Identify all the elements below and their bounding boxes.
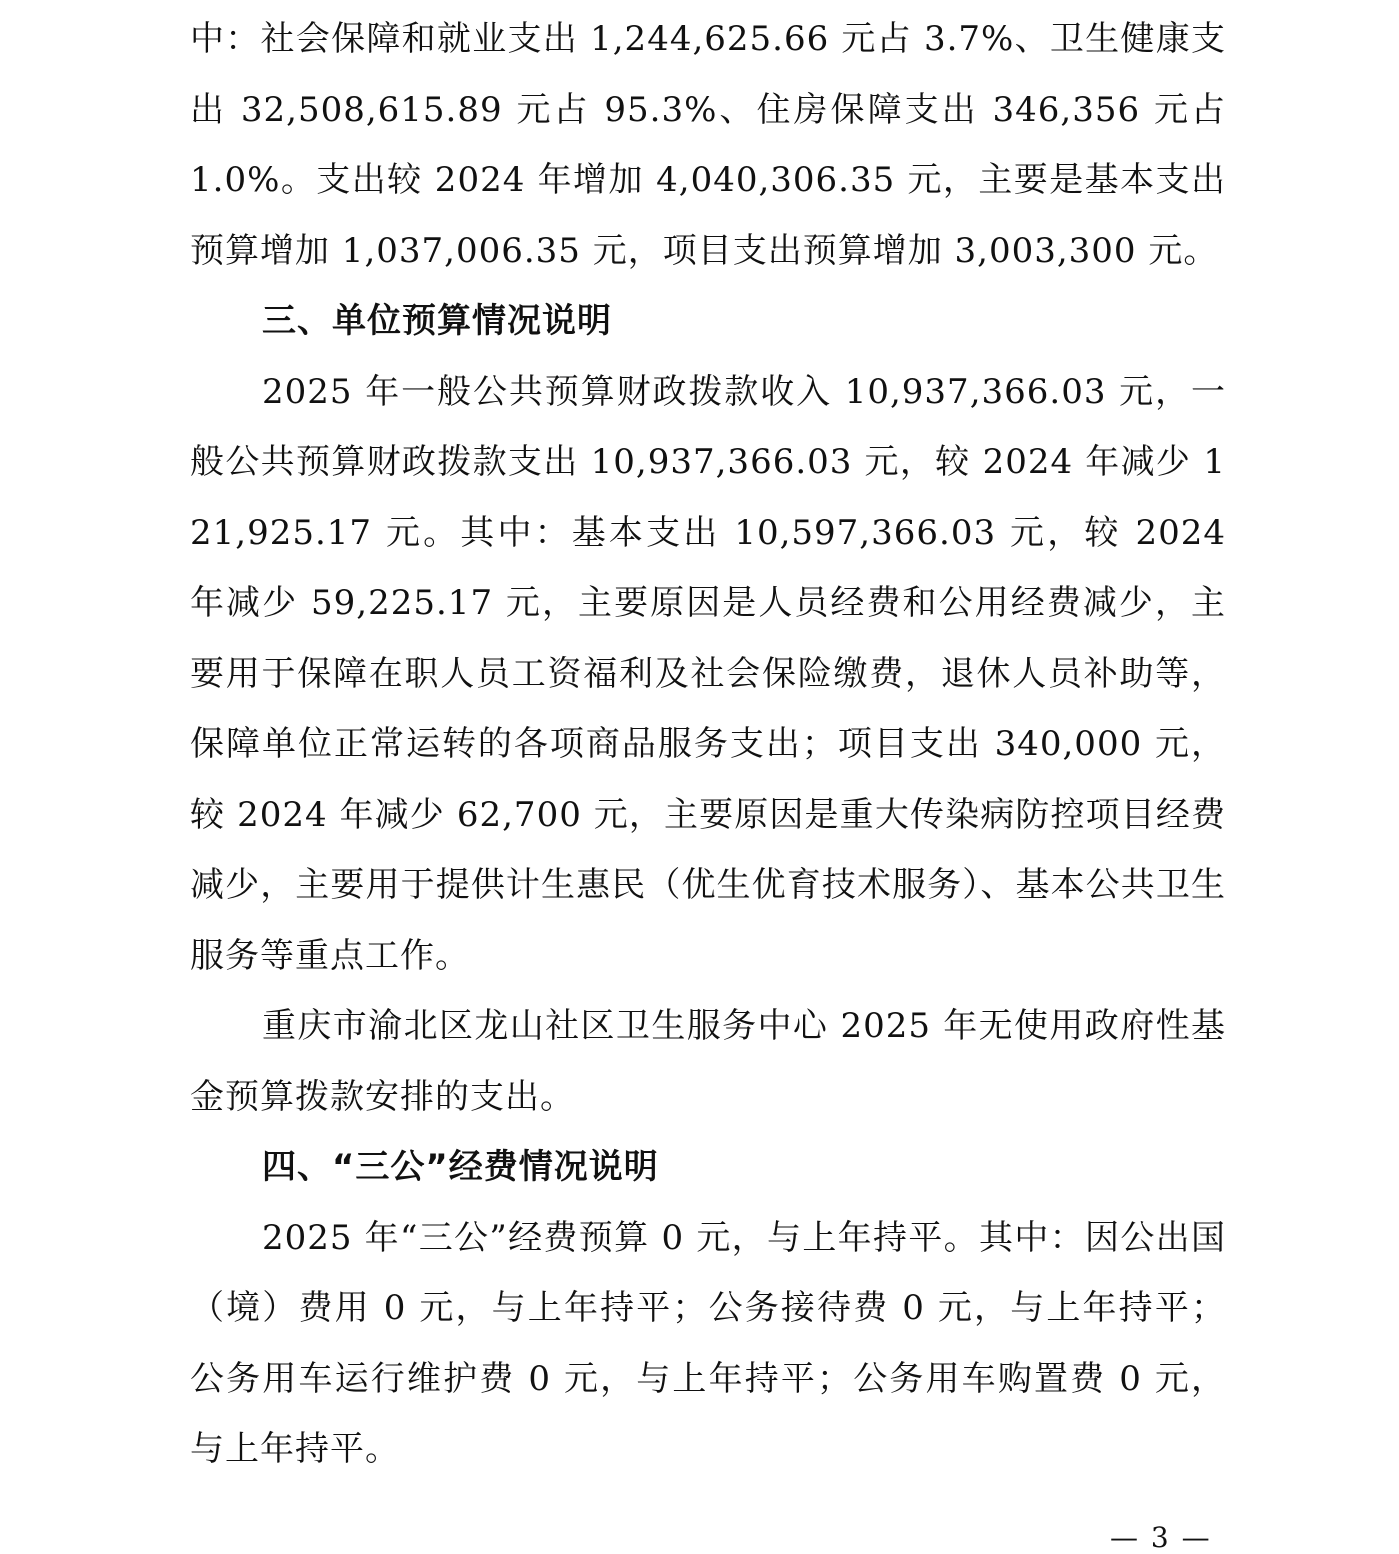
paragraph-expenditure-breakdown: 中：社会保障和就业支出 1,244,625.66 元占 3.7%、卫生健康支出 32,508,615.89 元占 95.3%、住房保障支出 346,356 元占 1.0%。支出较 2024 年增加 4,040,306.35 元，主要是基本支出预算增加 1,037,006.35 元，项目支出预算增加 3,003,300 元。	[190, 19, 1226, 271]
paragraph-general-budget: 2025 年一般公共预算财政拨款收入 10,937,366.03 元，一般公共预算财政拨款支出 10,937,366.03 元，较 2024 年减少 121,925.17 元。其中：基本支出 10,597,366.03 元，较 2024 年减少 59,225.17 元，主要原因是人员经费和公用经费减少，主要用于保障在职人员工资福利及社会保险缴费，退休人员补助等，保障单位正常运转的各项商品服务支出；项目支出 340,000 元，较 2024 年减少 62,700 元，主要原因是重大传染病防控项目经费减少，主要用于提供计生惠民（优生优育技术服务）、基本公共卫生服务等重点工作。	[190, 371, 1226, 976]
section-heading-three-public: 四、“三公”经费情况说明	[262, 1147, 659, 1187]
section-heading-unit-budget: 三、单位预算情况说明	[262, 301, 612, 341]
page-number: — 3 —	[1110, 1521, 1212, 1554]
document-body	[190, 4, 1226, 1485]
paragraph-government-fund: 重庆市渝北区龙山社区卫生服务中心 2025 年无使用政府性基金预算拨款安排的支出。	[190, 1006, 1226, 1117]
paragraph-three-public-expenses: 2025 年“三公”经费预算 0 元，与上年持平。其中：因公出国（境）费用 0 元，与上年持平；公务接待费 0 元，与上年持平；公务用车运行维护费 0 元，与上年持平；公务用车购置费 0 元，与上年持平。	[190, 1217, 1226, 1469]
